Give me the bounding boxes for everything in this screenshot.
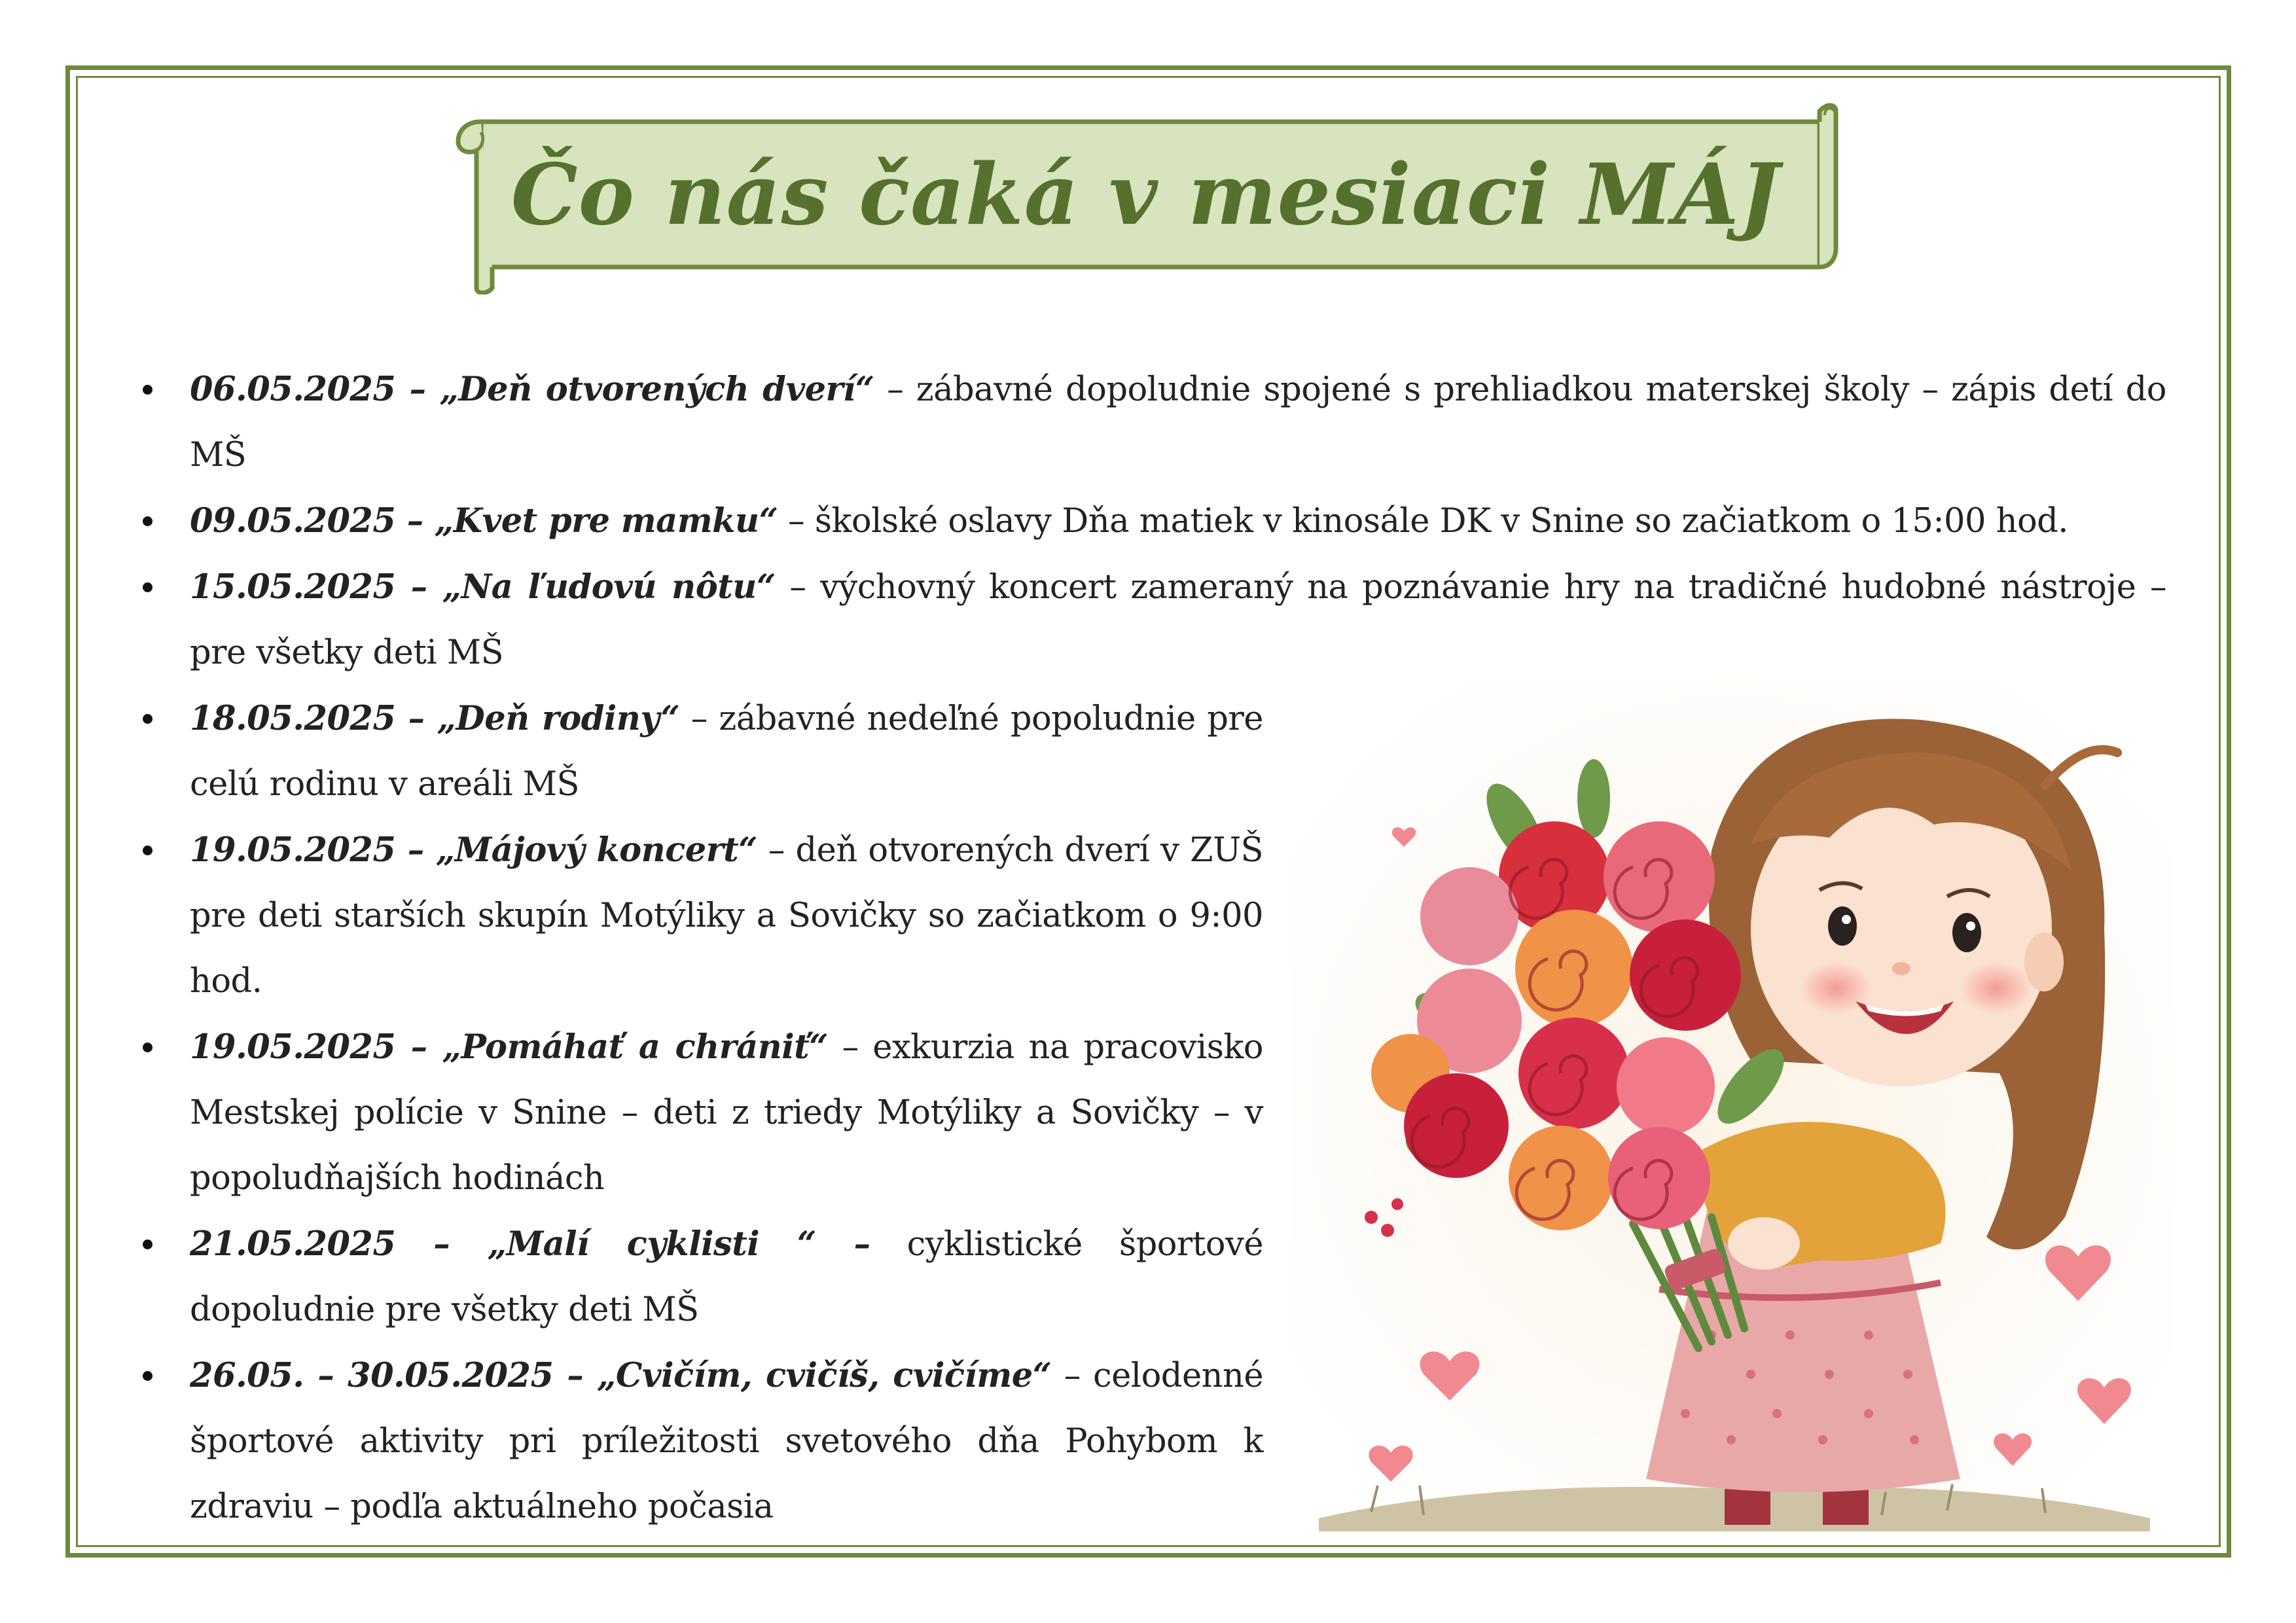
event-date-title: 19.05.2025 – „Májový koncert“ (190, 830, 758, 870)
event-description: – zábavné nedeľné popoludnie pre celú rodinu v areáli MŠ (190, 700, 1263, 804)
event-item (131, 1014, 1263, 1211)
page-title: Čo nás čaká v mesiaci MÁJ (511, 146, 1780, 244)
event-date-title: 19.05.2025 – „Pomáhať a chrániť“ (190, 1027, 828, 1067)
event-item (131, 686, 1263, 817)
event-item (131, 357, 2166, 488)
event-description: – celodenné športové aktivity pri príležitosti svetového dňa Pohybom k zdraviu – podľa aktuálneho počasia (190, 1357, 1263, 1526)
girl-with-rose-bouquet-icon (1293, 681, 2173, 1531)
event-item (131, 1343, 1263, 1540)
event-date-title: 26.05. – 30.05.2025 – „Cvičím, cvičíš, cvičíme“ (190, 1356, 1052, 1395)
event-description: – exkurzia na pracovisko Mestskej polície v Snine – deti z triedy Motýliky a Sovičky – v popoludňajších hodinách (190, 1028, 1263, 1198)
girl-with-bouquet-illustration (1293, 681, 2173, 1531)
bullet-icon (143, 846, 152, 855)
event-date-title: 06.05.2025 – „Deň otvorených dverí“ (190, 370, 874, 409)
event-date-title: 21.05.2025 – „Malí cyklisti “ – (190, 1224, 870, 1264)
event-description: – deň otvorených dverí v ZUŠ pre deti starších skupín Motýliky a Sovičky so začiatkom o 9:00 hod. (190, 831, 1263, 1001)
event-date-title: 09.05.2025 – „Kvet pre mamku“ (190, 501, 778, 541)
bullet-icon (143, 1371, 152, 1381)
bullet-icon (143, 1240, 152, 1249)
event-item (131, 1211, 1263, 1343)
event-description: – zábavné dopoludnie spojené s prehliadkou materskej školy – zápis detí do MŠ (190, 370, 2166, 474)
event-description: – školské oslavy Dňa matiek v kinosále DK v Snine so začiatkom o 15:00 hod. (778, 502, 2069, 541)
title-banner (452, 98, 1839, 294)
event-item (131, 554, 2166, 686)
event-date-title: 15.05.2025 – „Na ľudovú nôtu“ (190, 567, 776, 607)
event-description: – výchovný koncert zameraný na poznávanie hry na tradičné hudobné nástroje – pre všetky deti MŠ (190, 568, 2166, 672)
bullet-icon (143, 714, 152, 724)
bullet-icon (143, 1043, 152, 1052)
event-description: cyklistické športové dopoludnie pre všetky deti MŠ (190, 1225, 1263, 1329)
bullet-icon (143, 582, 152, 592)
bullet-icon (143, 516, 152, 526)
event-item (131, 817, 1263, 1014)
bullet-icon (143, 385, 152, 395)
event-item (131, 488, 2166, 554)
event-date-title: 18.05.2025 – „Deň rodiny“ (190, 699, 680, 738)
